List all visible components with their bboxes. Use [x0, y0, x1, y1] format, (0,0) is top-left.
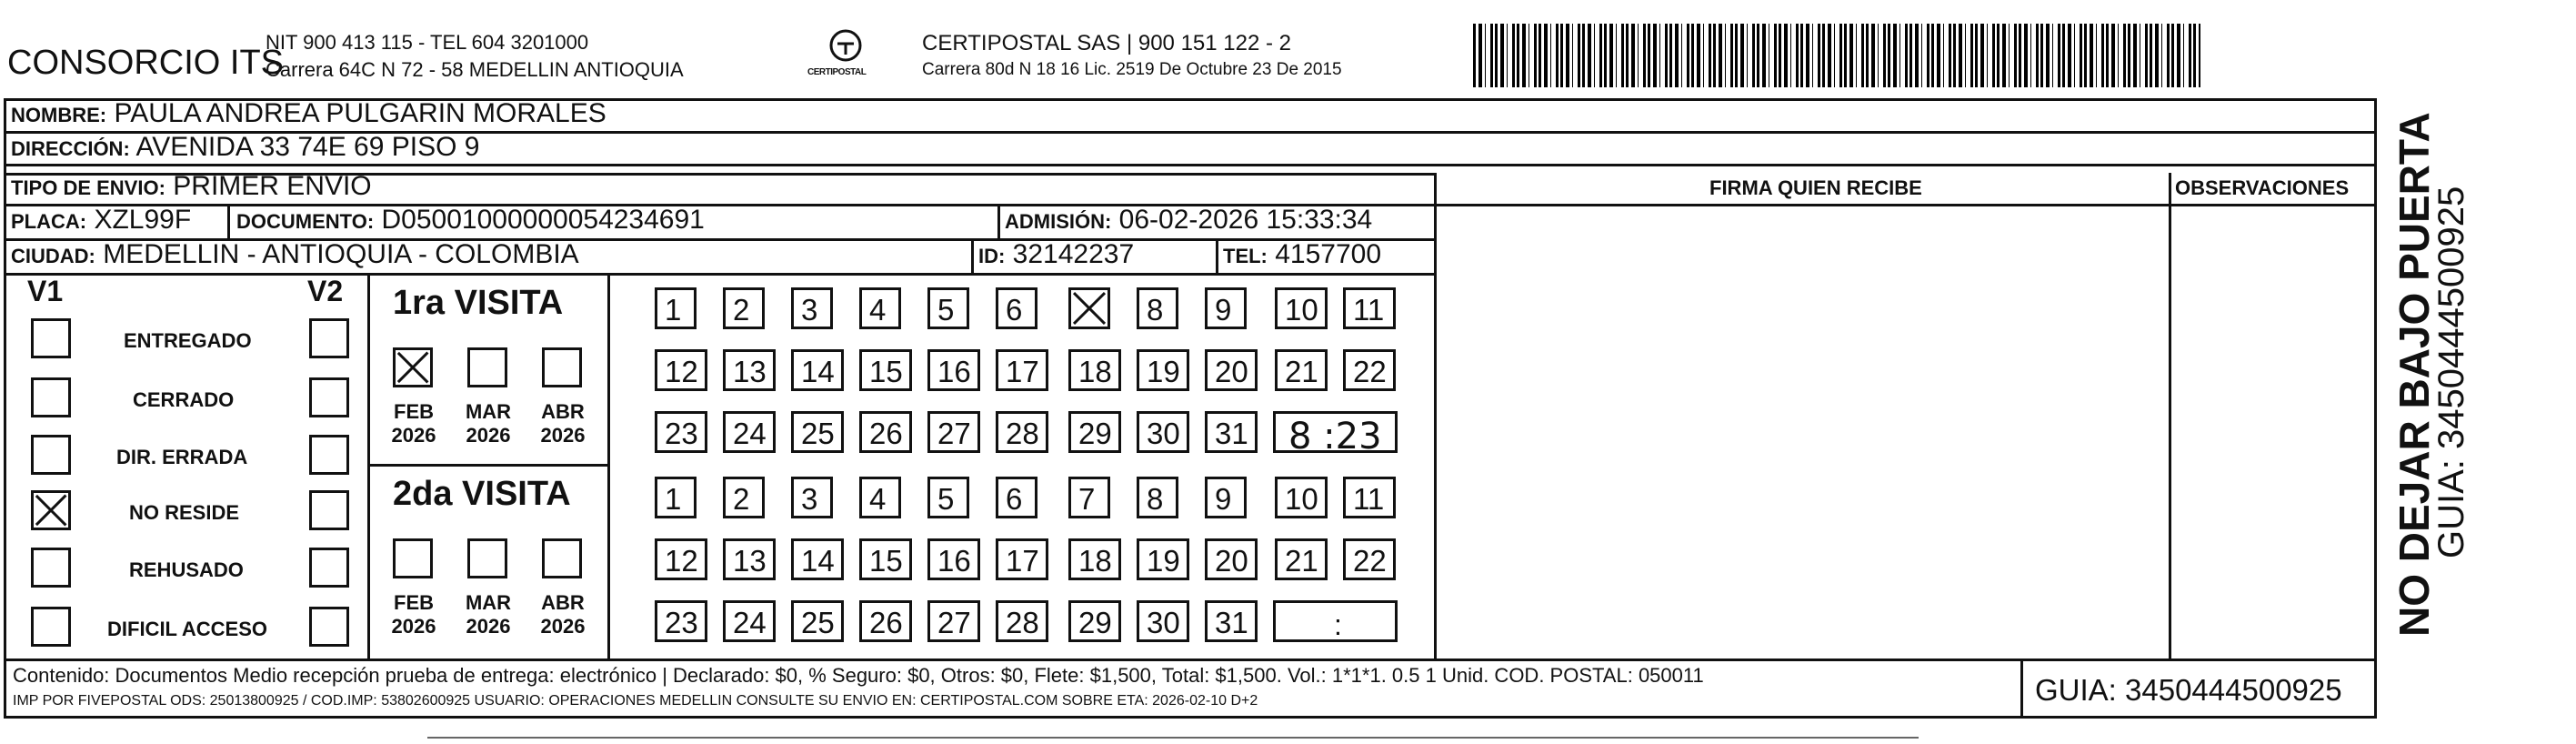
- day-checkbox[interactable]: 31: [1205, 600, 1258, 642]
- tipo-row: [11, 171, 372, 202]
- day-checkbox[interactable]: 19: [1137, 349, 1189, 391]
- day-checkbox[interactable]: 19: [1137, 538, 1189, 580]
- direccion-row: [11, 132, 479, 163]
- day-checkbox[interactable]: 29: [1068, 600, 1121, 642]
- day-checkbox[interactable]: 23: [655, 600, 707, 642]
- day-checkbox[interactable]: 29: [1068, 411, 1121, 453]
- day-checkbox[interactable]: 16: [927, 349, 980, 391]
- placa-label: PLACA:: [11, 210, 87, 233]
- month-checkbox[interactable]: [467, 538, 507, 578]
- day-checkbox[interactable]: 5: [927, 477, 969, 518]
- tipo-label: TIPO DE ENVIO:: [11, 176, 165, 199]
- month-name: MAR: [465, 591, 512, 614]
- day-checkbox[interactable]: 25: [791, 411, 844, 453]
- tel-value: 4157700: [1275, 239, 1382, 269]
- status-label: ENTREGADO: [124, 329, 252, 352]
- firma-label: FIRMA QUIEN RECIBE: [1709, 176, 1922, 199]
- month-year: 2026: [540, 424, 586, 447]
- day-checkbox[interactable]: 6: [996, 477, 1037, 518]
- ciudad-label: CIUDAD:: [11, 245, 95, 267]
- day-checkbox[interactable]: 8: [1137, 477, 1178, 518]
- v2-checkbox[interactable]: [309, 318, 349, 358]
- day-checkbox[interactable]: 22: [1343, 349, 1396, 391]
- day-checkbox[interactable]: 17: [996, 538, 1048, 580]
- admision-label: ADMISIÓN:: [1005, 210, 1112, 233]
- bottom-rule: [427, 737, 1919, 739]
- month-year: 2026: [391, 615, 436, 638]
- day-checkbox[interactable]: 30: [1137, 411, 1189, 453]
- admision-cell: [1005, 205, 1372, 236]
- company-info-line2: Carrera 64C N 72 - 58 MEDELLIN ANTIOQUIA: [266, 58, 684, 81]
- day-checkbox[interactable]: 14: [791, 349, 844, 391]
- status-label: NO RESIDE: [129, 501, 240, 524]
- day-checkbox[interactable]: 16: [927, 538, 980, 580]
- id-label: ID:: [978, 245, 1006, 267]
- v1-checkbox[interactable]: [31, 490, 71, 530]
- day-checkbox[interactable]: 25: [791, 600, 844, 642]
- month-year: 2026: [391, 424, 436, 447]
- day-checkbox[interactable]: 2: [723, 477, 765, 518]
- day-checkbox[interactable]: 20: [1205, 538, 1258, 580]
- direccion-value: AVENIDA 33 74E 69 PISO 9: [135, 132, 480, 162]
- tel-cell: [1223, 239, 1381, 270]
- month-label: [531, 400, 595, 447]
- id-cell: [978, 239, 1134, 270]
- day-checkbox[interactable]: 18: [1068, 349, 1121, 391]
- ciudad-value: MEDELLIN - ANTIOQUIA - COLOMBIA: [103, 239, 579, 269]
- day-checkbox[interactable]: 7: [1068, 477, 1110, 518]
- day-checkbox[interactable]: 1: [655, 477, 697, 518]
- documento-value: D05001000000054234691: [381, 205, 705, 235]
- day-checkbox[interactable]: [1068, 287, 1110, 329]
- day-checkbox[interactable]: 14: [791, 538, 844, 580]
- day-checkbox[interactable]: 20: [1205, 349, 1258, 391]
- tel-label: TEL:: [1223, 245, 1268, 267]
- side-guia: GUIA: 3450444500925: [2431, 186, 2471, 558]
- documento-cell: [236, 205, 705, 236]
- footer-guia: GUIA: 3450444500925: [2035, 673, 2342, 707]
- status-label: DIFICIL ACCESO: [107, 618, 268, 640]
- first-visit-title: 1ra VISITA: [393, 284, 564, 322]
- month-name: FEB: [394, 591, 434, 614]
- day-checkbox[interactable]: 11: [1343, 287, 1396, 329]
- month-checkbox[interactable]: [393, 347, 433, 387]
- day-checkbox[interactable]: 10: [1275, 287, 1328, 329]
- day-checkbox[interactable]: 10: [1275, 477, 1328, 518]
- admision-value: 06-02-2026 15:33:34: [1118, 205, 1373, 235]
- company-name: CONSORCIO ITS: [7, 44, 285, 82]
- v2-checkbox[interactable]: [309, 607, 349, 647]
- month-checkbox[interactable]: [542, 347, 582, 387]
- day-checkbox[interactable]: 24: [723, 411, 776, 453]
- month-checkbox[interactable]: [467, 347, 507, 387]
- day-checkbox[interactable]: 8: [1137, 287, 1178, 329]
- day-checkbox[interactable]: 26: [859, 411, 912, 453]
- v2-checkbox[interactable]: [309, 435, 349, 475]
- nombre-label: NOMBRE:: [11, 104, 107, 126]
- day-checkbox[interactable]: 12: [655, 349, 707, 391]
- day-checkbox[interactable]: 13: [723, 538, 776, 580]
- month-name: MAR: [465, 400, 512, 423]
- month-year: 2026: [466, 615, 511, 638]
- month-name: FEB: [394, 400, 434, 423]
- v2-checkbox[interactable]: [309, 548, 349, 588]
- day-checkbox[interactable]: 13: [723, 349, 776, 391]
- month-label: [456, 400, 520, 447]
- day-checkbox[interactable]: 17: [996, 349, 1048, 391]
- day-checkbox[interactable]: 3: [791, 287, 833, 329]
- month-label: [382, 400, 446, 447]
- day-checkbox[interactable]: 12: [655, 538, 707, 580]
- day-checkbox[interactable]: 4: [859, 287, 901, 329]
- direccion-label: DIRECCIÓN:: [11, 137, 130, 160]
- month-label: [531, 591, 595, 638]
- status-label: CERRADO: [133, 388, 235, 411]
- day-checkbox[interactable]: 4: [859, 477, 901, 518]
- month-checkbox[interactable]: [393, 538, 433, 578]
- first-visit-time: 8 :23: [1288, 416, 1382, 457]
- status-label: REHUSADO: [129, 558, 244, 581]
- month-name: ABR: [541, 591, 585, 614]
- observaciones-label: OBSERVACIONES: [2175, 176, 2350, 199]
- day-checkbox[interactable]: 15: [859, 538, 912, 580]
- logo-text: CERTIPOSTAL: [807, 67, 867, 77]
- day-checkbox[interactable]: 9: [1205, 477, 1247, 518]
- month-checkbox[interactable]: [542, 538, 582, 578]
- day-checkbox[interactable]: 21: [1275, 349, 1328, 391]
- first-visit-time-box[interactable]: [1273, 411, 1398, 457]
- day-checkbox[interactable]: 21: [1275, 538, 1328, 580]
- no-dejar-bajo-puerta: NO DEJAR BAJO PUERTA: [2391, 112, 2438, 637]
- nombre-value: PAULA ANDREA PULGARIN MORALES: [114, 98, 606, 128]
- month-name: ABR: [541, 400, 585, 423]
- v2-checkbox[interactable]: [309, 490, 349, 530]
- day-checkbox[interactable]: 27: [927, 600, 980, 642]
- day-checkbox[interactable]: 6: [996, 287, 1037, 329]
- footer-imp: IMP POR FIVEPOSTAL ODS: 25013800925 / COD.IMP: 53802600925 USUARIO: OPERACIONES MEDELLIN CONSULTE SU ENVIO EN: CERTIPOSTAL.COM SOBRE ETA: 2026-02-10 D+2: [13, 693, 1258, 709]
- day-checkbox[interactable]: 11: [1343, 477, 1396, 518]
- documento-label: DOCUMENTO:: [236, 210, 375, 233]
- nombre-row: [11, 98, 606, 129]
- v1-label: V1: [27, 275, 64, 307]
- day-checkbox[interactable]: 28: [996, 411, 1048, 453]
- v1-checkbox[interactable]: [31, 377, 71, 417]
- day-checkbox[interactable]: 26: [859, 600, 912, 642]
- second-visit-title: 2da VISITA: [393, 475, 571, 513]
- v2-checkbox[interactable]: [309, 377, 349, 417]
- ciudad-cell: [11, 239, 579, 270]
- day-checkbox[interactable]: 15: [859, 349, 912, 391]
- day-checkbox[interactable]: 5: [927, 287, 969, 329]
- day-checkbox[interactable]: 30: [1137, 600, 1189, 642]
- placa-cell: [11, 205, 191, 236]
- day-checkbox[interactable]: 1: [655, 287, 697, 329]
- v1-checkbox[interactable]: [31, 435, 71, 475]
- id-value: 32142237: [1012, 239, 1135, 269]
- day-checkbox[interactable]: 2: [723, 287, 765, 329]
- carrier-line2: Carrera 80d N 18 16 Lic. 2519 De Octubre 23 De 2015: [922, 60, 1342, 79]
- tipo-value: PRIMER ENVIO: [173, 171, 372, 201]
- status-label: DIR. ERRADA: [116, 446, 248, 468]
- day-checkbox[interactable]: 23: [655, 411, 707, 453]
- day-checkbox[interactable]: 9: [1205, 287, 1247, 329]
- month-year: 2026: [466, 424, 511, 447]
- v1-checkbox[interactable]: [31, 607, 71, 647]
- footer-contenido: Contenido: Documentos Medio recepción prueba de entrega: electrónico | Declarado: $0, % Seguro: $0, Otros: $0, Flete: $1,500, Total: $1,500. Vol.: 1*1*1. 0.5 1 Unid. COD. POSTAL: 050011: [13, 664, 1704, 687]
- month-label: [456, 591, 520, 638]
- v1-checkbox[interactable]: [31, 548, 71, 588]
- company-info-line1: NIT 900 413 115 - TEL 604 3201000: [266, 31, 589, 54]
- day-checkbox[interactable]: 22: [1343, 538, 1396, 580]
- day-checkbox[interactable]: 27: [927, 411, 980, 453]
- barcode: [1473, 24, 2200, 87]
- v1-checkbox[interactable]: [31, 318, 71, 358]
- month-year: 2026: [540, 615, 586, 638]
- v2-label: V2: [307, 275, 344, 307]
- second-visit-time: :: [1334, 608, 1342, 641]
- day-checkbox[interactable]: 31: [1205, 411, 1258, 453]
- day-checkbox[interactable]: 28: [996, 600, 1048, 642]
- day-checkbox[interactable]: 24: [723, 600, 776, 642]
- day-checkbox[interactable]: 18: [1068, 538, 1121, 580]
- placa-value: XZL99F: [94, 205, 192, 235]
- month-label: [382, 591, 446, 638]
- day-checkbox[interactable]: 3: [791, 477, 833, 518]
- second-visit-time-box[interactable]: [1273, 600, 1398, 642]
- carrier-line1: CERTIPOSTAL SAS | 900 151 122 - 2: [922, 31, 1291, 55]
